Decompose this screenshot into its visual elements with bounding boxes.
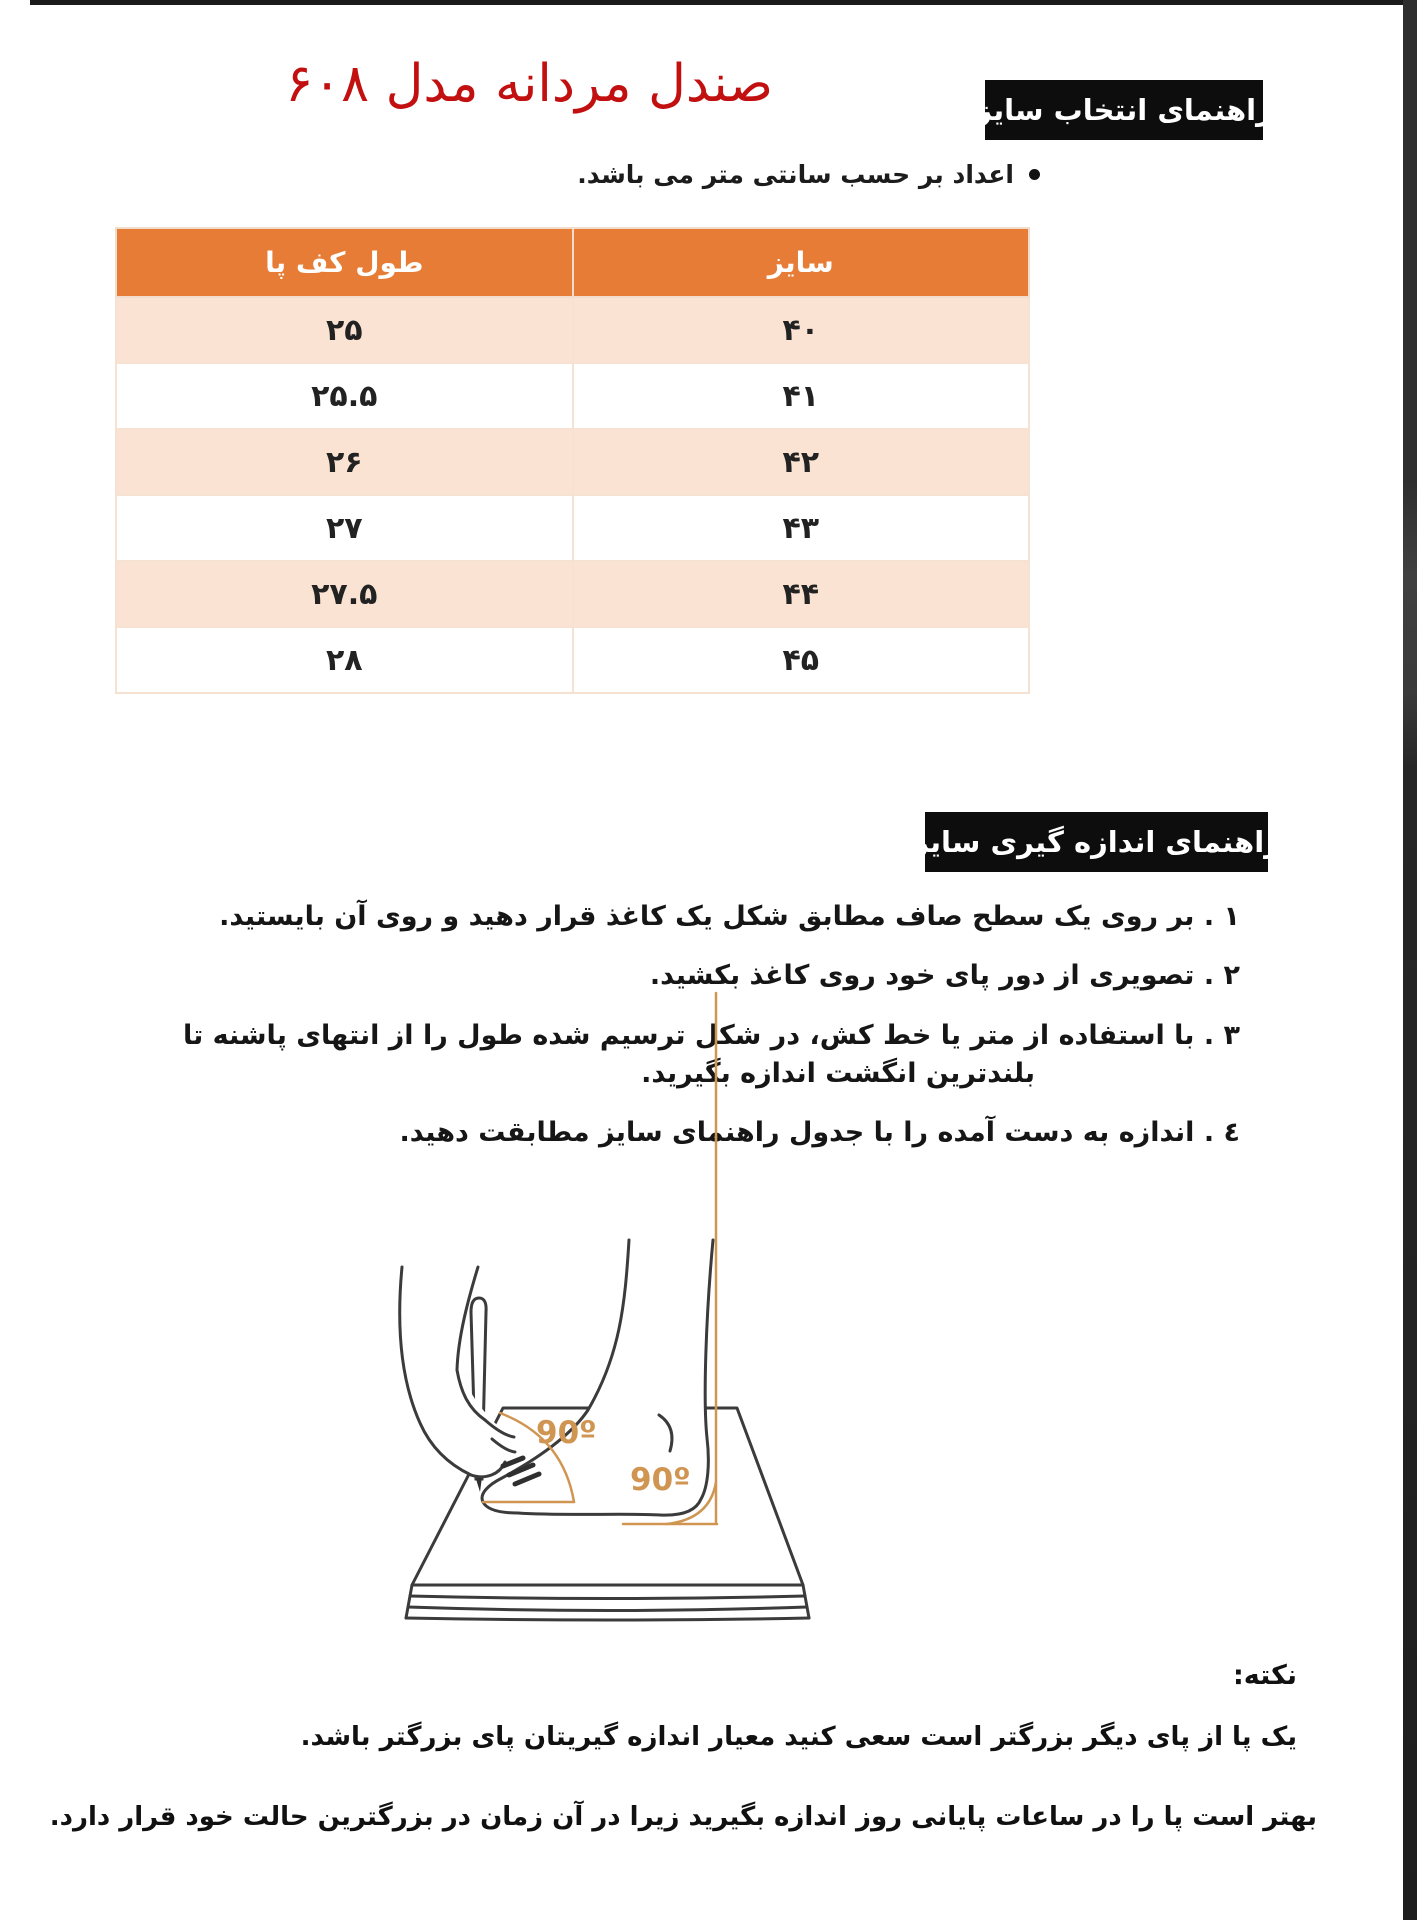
step-marker: ٤ . [1203,1117,1240,1149]
top-edge-bar [30,0,1417,5]
notes-header: نکته: [1232,1660,1297,1691]
step-text: با استفاده از متر یا خط کش، در شکل ترسیم شده طول را از انتهای پاشنه تا بلندترین انگشت اندازه بگیرید. [182,1019,1195,1089]
step-text: تصویری از دور پای خود روی کاغذ بکشید. [649,960,1195,992]
step-marker: ۳ . [1203,1019,1240,1051]
angle-label-heel: 90º [630,1462,691,1498]
foot-length-cell: ۲۷ [116,495,573,561]
size-cell: ۴۵ [573,627,1030,693]
unit-note-text: اعداد بر حسب سانتی متر می باشد. [577,160,1014,189]
page-title: صندل مردانه مدل ۶۰۸ [285,54,773,114]
foot-length-cell: ۲۵ [116,297,573,363]
size-guide-header: راهنمای انتخاب سایز [985,80,1263,140]
bullet-icon [1029,169,1040,180]
right-edge-strip [1403,0,1417,1920]
hand-sketch [400,1267,539,1492]
size-table [115,227,1030,694]
step-text: بر روی یک سطح صاف مطابق شکل یک کاغذ قرار دهید و روی آن بایستید. [219,901,1195,932]
table-header-row [116,228,1029,297]
step-text: اندازه به دست آمده را با جدول راهنمای سایز مطابقت دهید. [399,1117,1195,1149]
measure-guide-header: راهنمای اندازه گیری سایز [925,812,1268,872]
foot-length-cell: ۲۸ [116,627,573,693]
foot-length-column-header: طول کف پا [116,228,573,297]
size-cell: ۴۰ [573,297,1030,363]
table-row [116,495,1029,561]
table-row [116,297,1029,363]
foot-measurement-illustration [330,985,1030,1660]
size-cell: ۴۲ [573,429,1030,495]
foot-length-cell: ۲۵.۵ [116,363,573,429]
foot-length-cell: ۲۷.۵ [116,561,573,627]
size-cell: ۴۱ [573,363,1030,429]
angle-label-toe: 90º [536,1415,597,1451]
size-cell: ۴۳ [573,495,1030,561]
unit-note [577,160,1040,189]
table-row [116,627,1029,693]
table-row [116,429,1029,495]
note-item: یک پا از پای دیگر بزرگتر است سعی کنید معیار اندازه گیریتان پای بزرگتر باشد. [300,1722,1297,1752]
foot-length-cell: ۲۶ [116,429,573,495]
size-cell: ۴۴ [573,561,1030,627]
table-row [116,561,1029,627]
step-marker: ۱ . [1203,901,1240,932]
table-row [116,363,1029,429]
step-marker: ۲ . [1203,960,1240,992]
step-item [122,898,1240,936]
size-column-header: سایز [573,228,1030,297]
note-item: بهتر است پا را در ساعات پایانی روز اندازه بگیرید زیرا در آن زمان در بزرگترین حالت خود قرار دارد. [49,1802,1317,1832]
